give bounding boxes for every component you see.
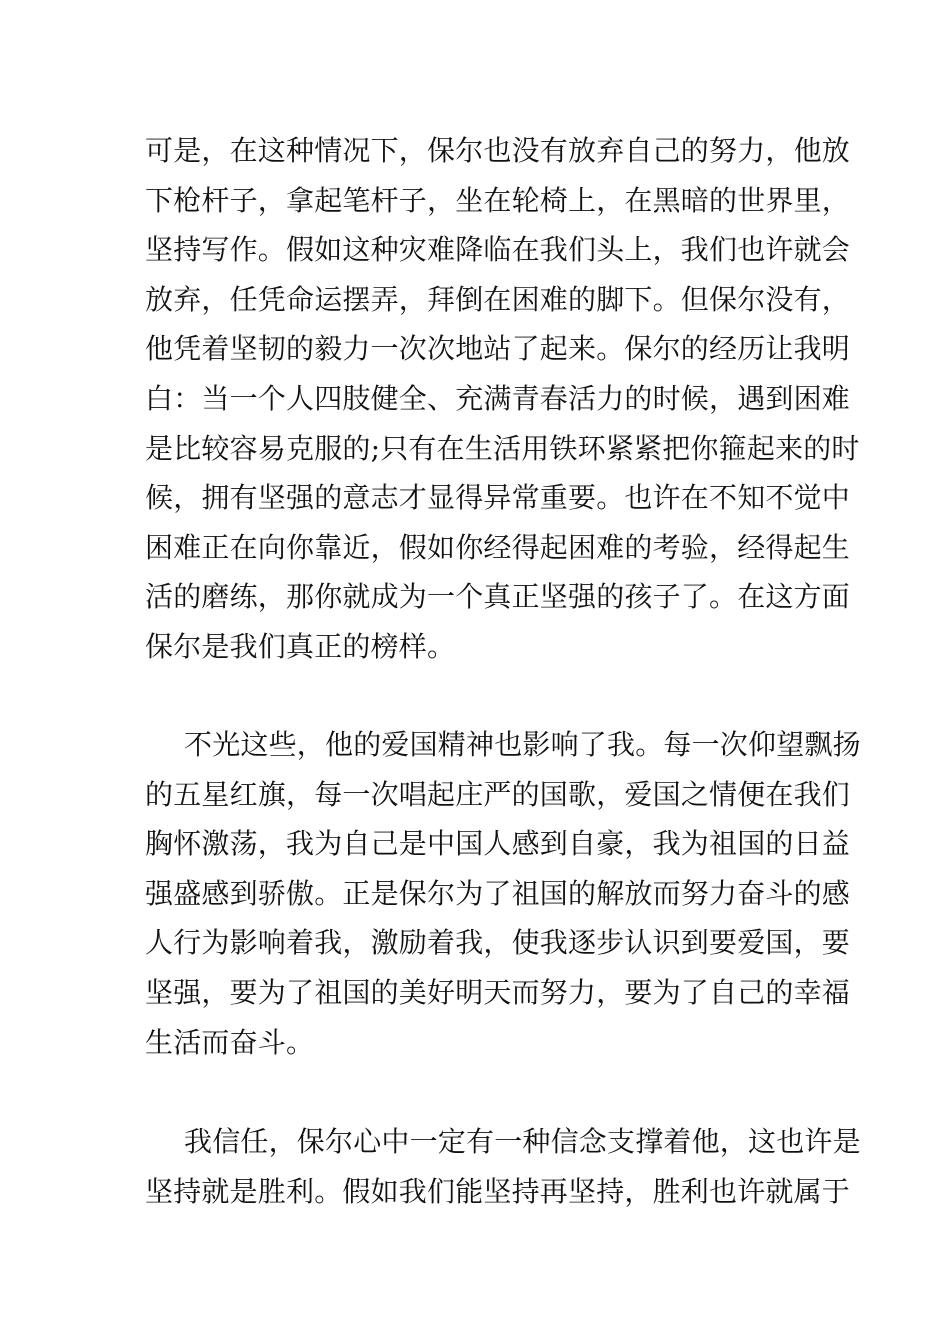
paragraph-line-indented: 不光这些，他的爱国精神也影响了我。每一次仰望飘扬 [184,728,861,761]
paragraph-line: 的五星红旗，每一次唱起庄严的国歌，爱国之情便在我们 [145,777,851,811]
paragraph-line: 白：当一个人四肢健全、充满青春活力的时候，遇到困难 [145,381,851,415]
paragraph-line: 是比较容易克服的;只有在生活用铁环紧紧把你箍起来的时 [145,431,860,465]
paragraph-line: 胸怀激荡，我为自己是中国人感到自豪，我为祖国的日益 [145,827,851,861]
paragraph-line: 人行为影响着我，激励着我，使我逐步认识到要爱国，要 [145,926,851,960]
paragraph-2 [145,720,861,1067]
paragraph-line: 下枪杆子，拿起笔杆子，坐在轮椅上，在黑暗的世界里， [145,183,851,217]
paragraph-line: 放弃，任凭命运摆弄，拜倒在困难的脚下。但保尔没有， [145,282,851,316]
paragraph-line: 生活而奋斗。 [145,1025,315,1059]
paragraph-line: 活的磨练，那你就成为一个真正坚强的孩子了。在这方面 [145,580,851,614]
paragraph-line: 他凭着坚韧的毅力一次次地站了起来。保尔的经历让我明 [145,332,851,366]
paragraph-line: 坚强，要为了祖国的美好明天而努力，要为了自己的幸福 [145,975,851,1009]
paragraph-line: 坚持就是胜利。假如我们能坚持再坚持，胜利也许就属于 [145,1174,851,1208]
paragraph-line: 困难正在向你靠近，假如你经得起困难的考验，经得起生 [145,530,851,564]
paragraph-1 [145,126,860,672]
paragraph-line: 强盛感到骄傲。正是保尔为了祖国的解放而努力奋斗的感 [145,876,851,910]
paragraph-line: 可是，在这种情况下，保尔也没有放弃自己的努力，他放 [145,134,851,167]
paragraph-line: 保尔是我们真正的榜样。 [145,629,456,663]
paragraph-line: 候，拥有坚强的意志才显得异常重要。也许在不知不觉中 [145,481,851,515]
paragraph-3 [145,1117,861,1216]
paragraph-line: 坚持写作。假如这种灾难降临在我们头上，我们也许就会 [145,233,851,267]
paragraph-line-indented: 我信任，保尔心中一定有一种信念支撑着他，这也许是 [184,1125,861,1158]
